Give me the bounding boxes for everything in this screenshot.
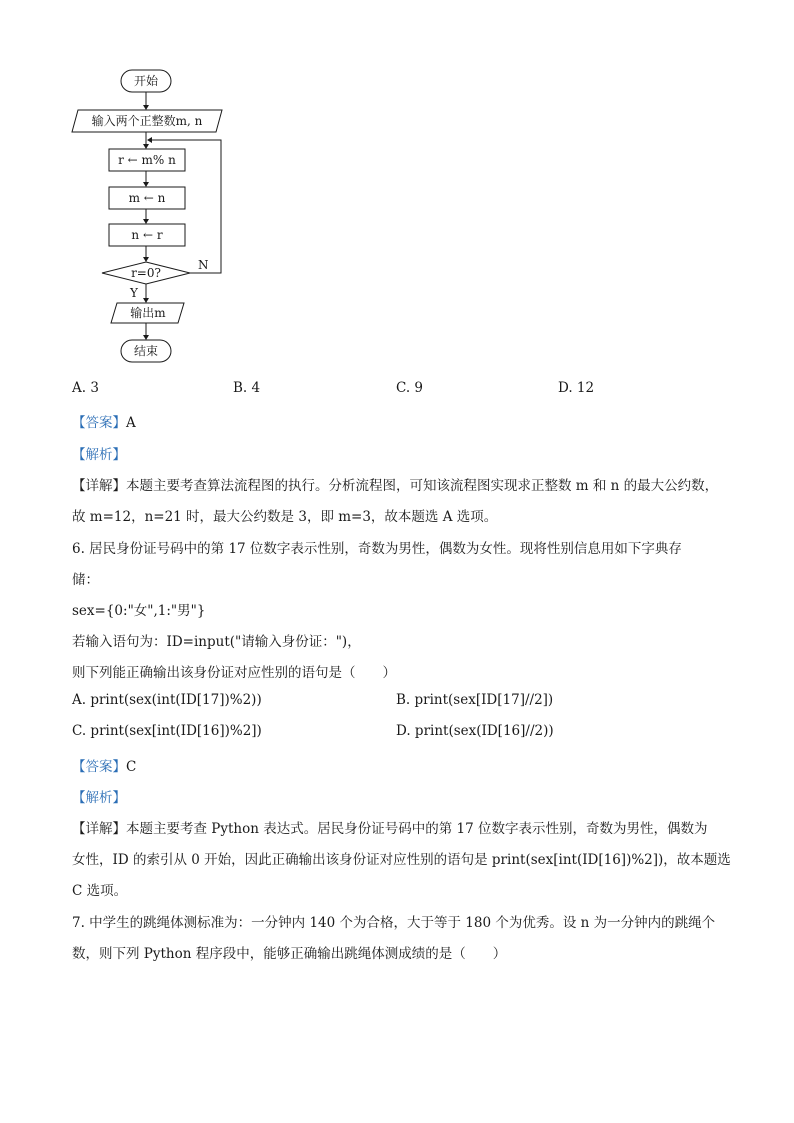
flowchart-decision-text: r=0? [131,266,161,280]
q6-stem-line-1: 6. 居民身份证号码中的第 17 位数字表示性别，奇数为男性，偶数为女性。现将性别信息用如下字典存 [72,541,682,557]
q6-code-line: sex={0:"女",1:"男"} [72,603,206,619]
q6-detail-line-2: 女性，ID 的索引从 0 开始，因此正确输出该身份证对应性别的语句是 print(sex[int(ID[16])%2])，故本题选 [72,852,731,868]
answer-tag: 【答案】 [72,415,126,431]
arrowhead-icon [143,298,149,303]
arrowhead-icon [143,144,149,149]
answer-value: A [126,415,136,431]
q6-option-c: C. print(sex[int(ID[16])%2]) [72,723,262,739]
q6-input-line: 若输入语句为：ID=input("请输入身份证：")， [72,634,361,650]
answer-tag: 【答案】 [72,759,126,775]
answer-value: C [126,759,137,775]
q6-detail-line-3: C 选项。 [72,883,128,899]
q6-answer-line [72,755,136,775]
q5-option-b: B. 4 [233,380,261,396]
detail-tag: 【详解】 [72,478,126,494]
q5-option-c: C. 9 [396,380,424,396]
q6-option-a: A. print(sex(int(ID[17])%2)) [72,692,262,708]
flowchart-step-assign-m-text: m ← n [128,191,166,205]
q5-analysis-line [72,443,126,463]
q7-stem-line-2: 数，则下列 Python 程序段中，能够正确输出跳绳体测成绩的是（ ） [72,946,507,962]
q6-stem-line-2: 储： [72,572,99,588]
arrowhead-icon [147,137,152,143]
flowchart [60,62,240,372]
flowchart-no-label: N [198,258,209,272]
q5-option-d: D. 12 [558,380,595,396]
detail-text: 本题主要考查 Python 表达式。居民身份证号码中的第 17 位数字表示性别，奇数为男性，偶数为 [126,821,708,837]
arrowhead-icon [143,105,149,110]
flowchart-step-assign-n-text: n ← r [131,228,163,242]
flowchart-start-text: 开始 [133,74,159,88]
q6-question-line: 则下列能正确输出该身份证对应性别的语句是（ ） [72,665,396,681]
q7-stem-line-1: 7. 中学生的跳绳体测标准为：一分钟内 140 个为合格，大于等于 180 个为优秀。设 n 为一分钟内的跳绳个 [72,915,716,931]
arrowhead-icon [143,335,149,340]
arrowhead-icon [143,219,149,224]
flowchart-output-text: 输出m [130,306,166,320]
arrowhead-icon [143,257,149,262]
analysis-tag: 【解析】 [72,447,126,463]
arrowhead-icon [143,182,149,187]
analysis-tag: 【解析】 [72,790,126,806]
q5-answer-line [72,411,136,431]
q6-analysis-line [72,786,126,806]
detail-tag: 【详解】 [72,821,126,837]
q6-detail-line-1 [72,817,708,837]
flowchart-end-text: 结束 [133,344,159,358]
flowchart-yes-label: Y [130,286,138,300]
q5-detail-line-2: 故 m=12，n=21 时，最大公约数是 3，即 m=3，故本题选 A 选项。 [72,509,498,525]
q5-detail-line-1 [72,474,718,494]
flowchart-input-text: 输入两个正整数m, n [91,114,203,128]
q6-option-d: D. print(sex(ID[16]//2)) [396,723,554,739]
q6-option-b: B. print(sex[ID[17]//2]) [396,692,554,708]
flowchart-step-mod-text: r ← m% n [118,153,176,167]
detail-text: 本题主要考查算法流程图的执行。分析流程图，可知该流程图实现求正整数 m 和 n 的最大公约数， [126,478,719,494]
q5-option-a: A. 3 [72,380,99,396]
